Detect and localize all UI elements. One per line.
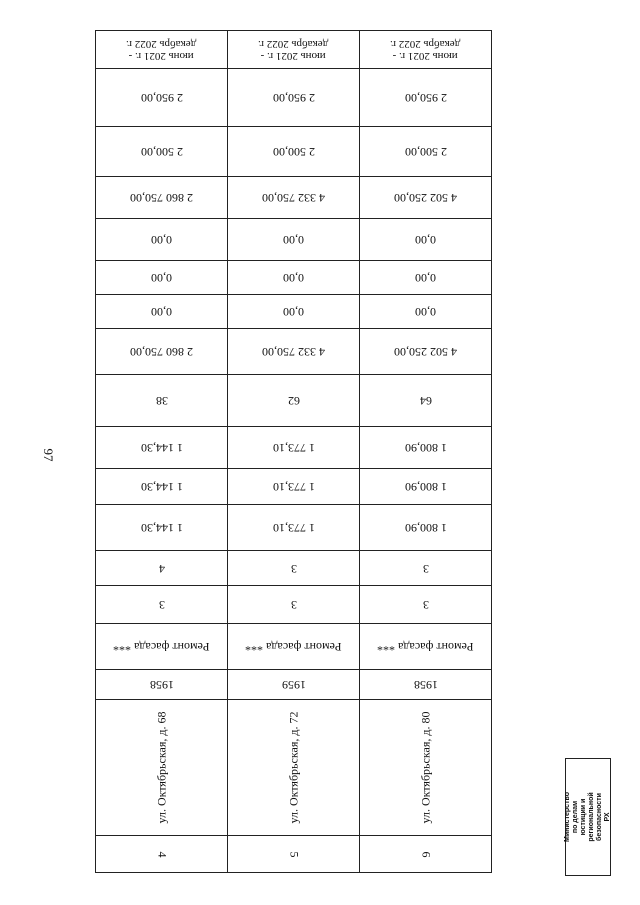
table-row <box>96 505 492 551</box>
funding-cell: 2 860 750,00 <box>96 329 228 375</box>
cost-per-sqm-cell: 2 950,00 <box>228 69 360 127</box>
housing-repair-table <box>95 30 492 873</box>
ministry-stamp <box>565 758 611 876</box>
total-cost-cell: 2 860 750,00 <box>96 177 228 219</box>
period-cell: июнь 2021 г. - декабрь 2022 г. <box>228 31 360 69</box>
area-cell: 1 773,10 <box>228 469 360 505</box>
table-row <box>96 219 492 261</box>
year-built-cell: 1958 <box>360 670 492 700</box>
limit-cost-cell: 2 500,00 <box>228 127 360 177</box>
floors-cell: 3 <box>228 586 360 624</box>
funding-cell: 4 502 250,00 <box>360 329 492 375</box>
total-cost-cell: 4 332 750,00 <box>228 177 360 219</box>
table-row <box>96 69 492 127</box>
area-cell: 1 800,90 <box>360 505 492 551</box>
area-cell: 1 800,90 <box>360 427 492 469</box>
work-type-cell: Ремонт фасада *** <box>228 624 360 670</box>
work-type-cell: Ремонт фасада *** <box>360 624 492 670</box>
total-cost-cell: 4 502 250,00 <box>360 177 492 219</box>
value-cell: 0,00 <box>360 261 492 295</box>
table-row <box>96 427 492 469</box>
table-row <box>96 836 492 873</box>
area-cell: 1 773,10 <box>228 505 360 551</box>
table-row <box>96 700 492 836</box>
table-row <box>96 586 492 624</box>
area-cell: 1 144,30 <box>96 469 228 505</box>
address-cell: ул. Октябрьская, д. 68 <box>96 700 228 836</box>
area-cell: 1 773,10 <box>228 427 360 469</box>
address-cell: ул. Октябрьская, д. 72 <box>228 700 360 836</box>
value-cell: 0,00 <box>96 295 228 329</box>
value-cell: 0,00 <box>96 219 228 261</box>
row-number-cell: 5 <box>228 836 360 873</box>
area-cell: 1 144,30 <box>96 427 228 469</box>
year-built-cell: 1958 <box>96 670 228 700</box>
table-row <box>96 624 492 670</box>
table-row <box>96 261 492 295</box>
floors-cell: 3 <box>96 586 228 624</box>
table-row <box>96 329 492 375</box>
table-row <box>96 177 492 219</box>
cost-per-sqm-cell: 2 950,00 <box>360 69 492 127</box>
funding-cell: 4 332 750,00 <box>228 329 360 375</box>
area-cell: 1 800,90 <box>360 469 492 505</box>
entrances-cell: 3 <box>228 551 360 586</box>
value-cell: 0,00 <box>228 261 360 295</box>
residents-cell: 62 <box>228 375 360 427</box>
table-row <box>96 295 492 329</box>
limit-cost-cell: 2 500,00 <box>360 127 492 177</box>
limit-cost-cell: 2 500,00 <box>96 127 228 177</box>
entrances-cell: 4 <box>96 551 228 586</box>
value-cell: 0,00 <box>360 295 492 329</box>
period-cell: июнь 2021 г. - декабрь 2022 г. <box>96 31 228 69</box>
entrances-cell: 3 <box>360 551 492 586</box>
cost-per-sqm-cell: 2 950,00 <box>96 69 228 127</box>
period-row <box>96 31 492 69</box>
year-built-cell: 1959 <box>228 670 360 700</box>
address-cell: ул. Октябрьская, д. 80 <box>360 700 492 836</box>
value-cell: 0,00 <box>360 219 492 261</box>
value-cell: 0,00 <box>96 261 228 295</box>
residents-cell: 64 <box>360 375 492 427</box>
work-type-cell: Ремонт фасада *** <box>96 624 228 670</box>
residents-cell: 38 <box>96 375 228 427</box>
table-row <box>96 127 492 177</box>
row-number-cell: 6 <box>360 836 492 873</box>
value-cell: 0,00 <box>228 295 360 329</box>
value-cell: 0,00 <box>228 219 360 261</box>
stamp-text: Министерство по делам юстиции и региональной безопасности РХ <box>564 792 611 842</box>
floors-cell: 3 <box>360 586 492 624</box>
row-number-cell: 4 <box>96 836 228 873</box>
table-row <box>96 375 492 427</box>
table-row <box>96 551 492 586</box>
period-cell: июнь 2021 г. - декабрь 2022 г. <box>360 31 492 69</box>
table-row <box>96 670 492 700</box>
table-row <box>96 469 492 505</box>
page-number: 97 <box>41 448 56 462</box>
area-cell: 1 144,30 <box>96 505 228 551</box>
